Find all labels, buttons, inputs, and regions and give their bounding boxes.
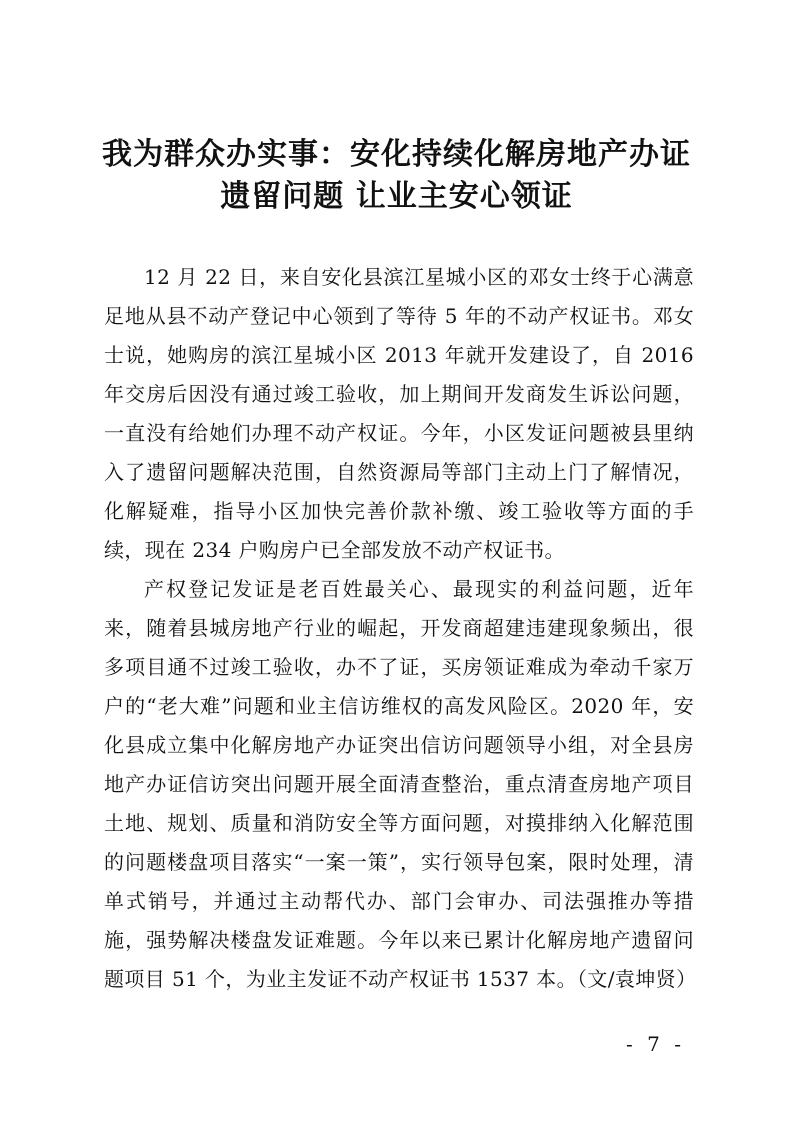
page-number: - 7 - — [626, 1032, 685, 1056]
paragraph-2: 产权登记发证是老百姓最关心、最现实的利益问题，近年来，随着县城房地产行业的崛起，开发商超建违建现象频出，很多项目通不过竣工验收，办不了证，买房领证难成为牵动千家万户的“老大难”问题和业主信访维权的高发风险区。2020 年，安化县成立集中化解房地产办证突出信访问题领导小组，对全县房地产办证信访突出问题开展全面清查整治，重点清查房地产项目土地、规划、质量和消防安全等方面问题，对摸排纳入化解范围的问题楼盘项目落实“一案一策”，实行领导包案，限时处理，清单式销号，并通过主动帮代办、部门会审办、司法强推办等措施，强势解决楼盘发证难题。今年以来已累计化解房地产遗留问题项目 51 个，为业主发证不动产权证书 1537 本。（文/袁坤贤） — [104, 577, 697, 991]
article-title-line-1: 我为群众办实事：安化持续化解房地产办证 — [102, 137, 691, 172]
article-body — [104, 258, 697, 999]
article-title-line-2: 遗留问题 让业主安心领证 — [220, 179, 573, 214]
paragraph-1: 12 月 22 日，来自安化县滨江星城小区的邓女士终于心满意足地从县不动产登记中心领到了等待 5 年的不动产权证书。邓女士说，她购房的滨江星城小区 2013 年就开发建设了，自 2016 年交房后因没有通过竣工验收，加上期间开发商发生诉讼问题，一直没有给她们办理不动产权证。今年，小区发证问题被县里纳入了遗留问题解决范围，自然资源局等部门主动上门了解情况，化解疑难，指导小区加快完善价款补缴、竣工验收等方面的手续，现在 234 户购房户已全部发放不动产权证书。 — [104, 265, 694, 562]
